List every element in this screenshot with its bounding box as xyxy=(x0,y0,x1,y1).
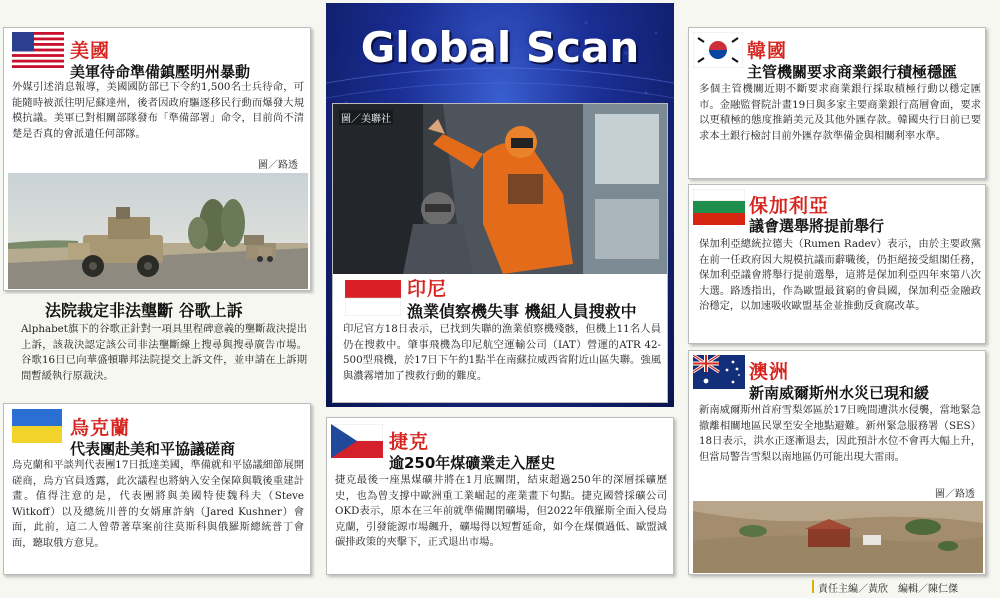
editor-credit: 責任主編／黃欣 編輯／陳仁傑 xyxy=(818,584,958,595)
google-headline: 法院裁定非法壟斷 谷歌上訴 xyxy=(45,301,243,320)
indonesia-photo-credit: 圖／美聯社 xyxy=(339,110,393,125)
google-body: Alphabet旗下的谷歌正針對一項具里程碑意義的壟斷裁決提出上訴，該裁決認定該公司非法壟斷線上搜尋與搜尋廣告市場。谷歌16日已向華盛頓聯邦法院提交上訴文件，並申請在上訴期間暫緩執行原裁決。 xyxy=(21,323,307,382)
footer-accent-bar xyxy=(812,580,814,593)
korea-panel xyxy=(688,27,986,179)
czech-body: 捷克最後一座黑煤礦井將在1月底關閉，結束超過250年的深層採礦歷史，也為曾支撐中歐洲重工業崛起的產業畫下句點。捷克國營採礦公司OKD表示，原本在三年前就準備關閉礦場，但2022年俄羅斯全面入侵烏克蘭，引發能源市場飆升，礦場得以短暫延命，如今在煤價過低、歐盟減碳排政策的夾擊下，正式退出市場。 xyxy=(335,474,667,548)
masthead-title: Global Scan xyxy=(360,23,640,72)
australia-credit: 圖／路透 xyxy=(935,489,975,500)
korea-headline: 主管機關要求商業銀行積極穩匯 xyxy=(747,63,958,81)
military-vehicles-photo xyxy=(8,173,308,289)
usa-credit: 圖／路透 xyxy=(258,160,298,171)
bulgaria-headline: 議會選舉將提前舉行 xyxy=(749,217,885,235)
czech-headline: 逾250年煤礦業走入歷史 xyxy=(389,454,556,472)
australia-body: 新南威爾斯州首府雪梨郊區於17日晚間遭洪水侵襲，當地緊急撤離相關地區民眾至安全地點避難。新州緊急服務署（SES）18日表示，洪水正逐漸退去，因此預計水位不會再大幅上升，但當局警告雪梨以南地區仍可能出現大雷雨。 xyxy=(699,404,981,463)
indonesia-flag xyxy=(345,280,401,316)
flood-photo xyxy=(693,501,983,573)
australia-panel xyxy=(688,350,986,575)
google-panel xyxy=(3,294,311,397)
rescue-aircraft-photo xyxy=(333,104,668,274)
ukraine-headline: 代表團赴美和平協議磋商 xyxy=(70,440,236,458)
czech-flag xyxy=(331,424,383,458)
australia-flag xyxy=(693,355,745,389)
ukraine-panel xyxy=(3,403,311,575)
usa-headline: 美軍待命準備鎮壓明州暴動 xyxy=(70,63,251,81)
korea-body: 多個主管機關近期不斷要求商業銀行採取積極行動以穩定匯市。金融監督院計畫19日與多家主要商業銀行高層會面，要求以更積極的態度推銷美元及其他外匯存款。韓國央行日前已要求本土銀行檢討目前外匯存款準備金與相關利率水準。 xyxy=(699,83,981,142)
ukraine-body: 烏克蘭和平談判代表團17日抵達美國，準備就和平協議細節展開磋商，烏方官員透露，此次議程也將納入安全保障與戰後重建計畫。值得注意的是，代表團將與美國特使魏科夫（Steve Witkoff）以及總統川普的女婿庫許納（Jared Kushner）會面，此前，這二人曾帶著草案前往莫斯科與俄羅斯總統普丁會面，聽取俄方意見。 xyxy=(12,459,304,549)
bulgaria-panel xyxy=(688,184,986,344)
czech-country: 捷克 xyxy=(389,431,430,453)
ukraine-country: 烏克蘭 xyxy=(70,417,131,439)
korea-flag xyxy=(693,32,743,68)
indonesia-panel xyxy=(332,103,668,403)
usa-panel xyxy=(3,27,311,291)
center-feature xyxy=(326,3,674,407)
australia-headline: 新南威爾斯州水災已現和緩 xyxy=(749,384,930,402)
usa-body: 外媒引述消息報導，美國國防部已下令約1,500名士兵待命，可能隨時被派往明尼蘇達州，後者因政府驅逐移民行動而爆發大規模抗議。美軍已對相關部隊發布「準備部署」命令，目前尚不清楚是否真的會派遣任何部隊。 xyxy=(12,81,304,140)
ukraine-flag xyxy=(12,409,62,443)
bulgaria-country: 保加利亞 xyxy=(749,195,830,217)
indonesia-country: 印尼 xyxy=(407,278,448,300)
bulgaria-body: 保加利亞總統拉德夫（Rumen Radev）表示，由於主要政黨在前一任政府因大規模抗議而辭職後，仍拒絕接受組閣任務，保加利亞議會將舉行提前選舉，這將是保加利亞四年來第八次大選。路透指出，作為歐盟最貧窮的會員國，保加利亞金融政治穩定，以加速吸收歐盟基金並推動反貪腐改革。 xyxy=(699,238,981,312)
usa-country: 美國 xyxy=(70,40,111,62)
indonesia-headline: 漁業偵察機失事 機組人員搜救中 xyxy=(407,302,637,321)
bulgaria-flag xyxy=(693,189,745,225)
usa-flag xyxy=(12,32,64,68)
australia-country: 澳洲 xyxy=(749,361,790,383)
czech-panel xyxy=(326,417,674,575)
indonesia-body: 印尼官方18日表示，已找到失聯的漁業偵察機殘骸，但機上11名人員仍在搜救中。肇事飛機為印尼航空運輸公司（IAT）營運的ATR 42-500型飛機，於17日下午約1點半在南蘇拉威西省附近山區失聯。強風與濃霧增加了搜救行動的難度。 xyxy=(343,323,661,382)
korea-country: 韓國 xyxy=(747,40,788,62)
